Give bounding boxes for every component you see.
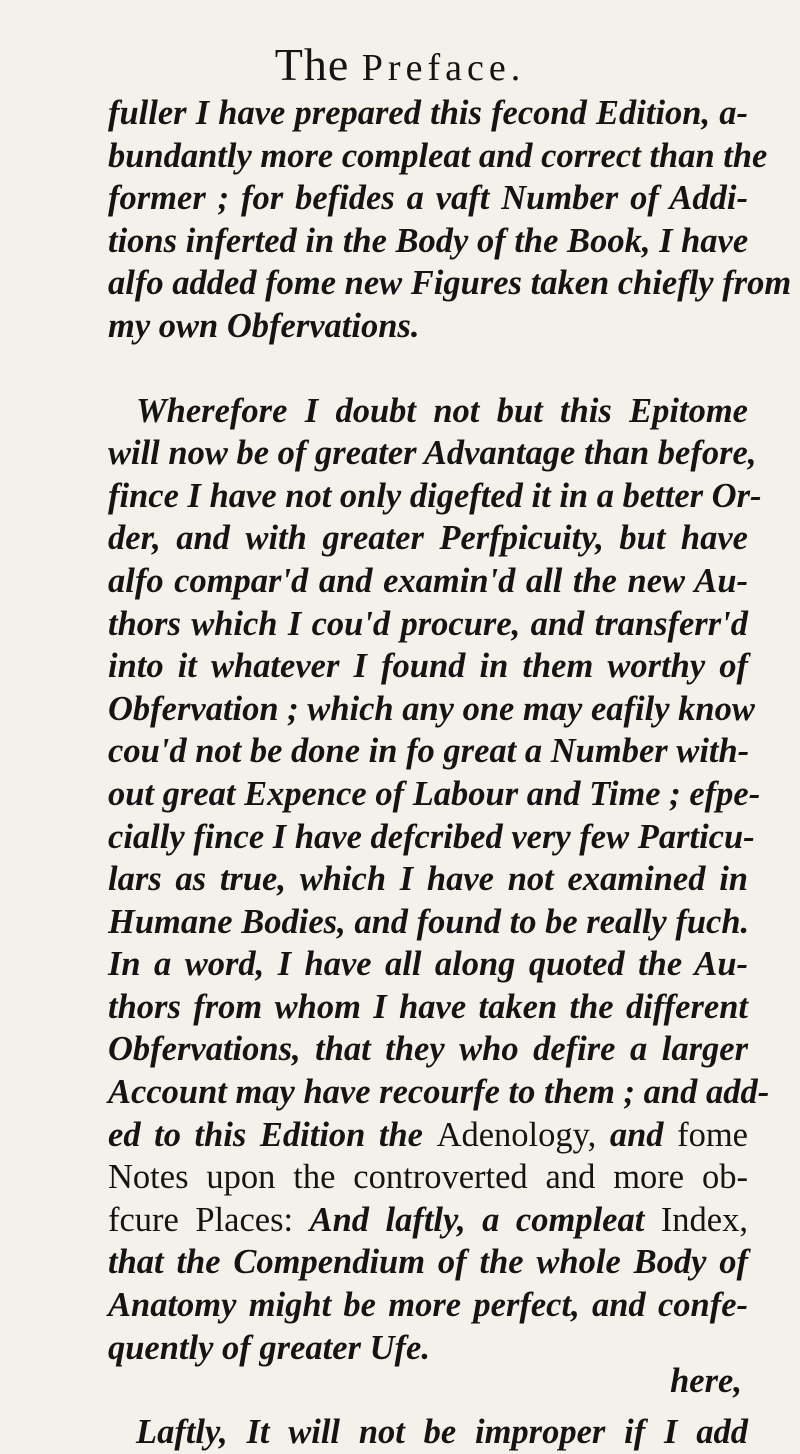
text-line: former ; for befides a vaft Number of Addi- <box>108 179 748 218</box>
text-line-mixed <box>108 1114 748 1157</box>
header-first-word: The <box>274 39 350 90</box>
text-line: fuller I have prepared this fecond Edition, a- <box>108 94 748 132</box>
running-header <box>0 38 800 91</box>
text-run-roman: Adenology, <box>436 1115 597 1154</box>
text-line: alfo compar'd and examin'd all the new Au- <box>108 561 748 600</box>
text-line: Notes upon the controverted and more ob- <box>108 1158 748 1197</box>
text-line-mixed <box>108 1199 748 1242</box>
text-line: thors from whom I have taken the different <box>108 987 748 1026</box>
text-line: quently of greater Ufe. <box>108 1328 430 1367</box>
text-line: will now be of greater Advantage than before, <box>108 434 757 473</box>
text-line: Obfervation ; which any one may eafily know <box>108 689 755 728</box>
text-line: my own Obfervations. <box>108 306 420 345</box>
paragraph-gap <box>108 348 748 390</box>
paragraph-gap <box>108 1369 748 1411</box>
text-line: bundantly more compleat and correct than the <box>108 136 768 175</box>
text-line: fince I have not only digefted it in a better Or- <box>108 476 762 515</box>
text-line: Obfervations, that they who defire a larger <box>108 1030 748 1069</box>
header-preface-word: Preface. <box>361 47 526 89</box>
paragraph-1 <box>108 92 792 348</box>
catchword: here, <box>670 1362 742 1400</box>
text-line: thors which I cou'd procure, and transferr'd <box>108 604 748 643</box>
text-run-italic: And laftly, a compleat <box>309 1200 661 1239</box>
text-run-roman: Index, <box>660 1200 748 1239</box>
text-run-italic: ed to this Edition the <box>108 1115 437 1154</box>
text-run-roman: fcure Places: <box>108 1200 310 1239</box>
text-line: tions inferted in the Body of the Book, I have <box>108 221 749 260</box>
text-line: into it whatever I found in them worthy of <box>108 647 748 686</box>
text-run-italic: and <box>596 1115 678 1154</box>
text-line: lars as true, which I have not examined in <box>108 860 748 899</box>
text-line: cially fince I have defcribed very few Particu- <box>108 817 755 856</box>
paragraph-2 <box>108 390 770 1370</box>
text-run-roman: fome <box>677 1115 748 1154</box>
text-line: cou'd not be done in fo great a Number with- <box>108 732 750 771</box>
text-line: Anatomy might be more perfect, and confe- <box>108 1286 748 1325</box>
text-line: Account may have recourfe to them ; and add- <box>108 1073 770 1112</box>
text-line: alfo added fome new Figures taken chiefly from <box>108 264 792 303</box>
body-text <box>108 92 792 1454</box>
text-line: Humane Bodies, and found to be really fuch. <box>108 902 750 941</box>
text-line: that the Compendium of the whole Body of <box>108 1243 748 1282</box>
paragraph-3 <box>108 1411 748 1454</box>
text-line: In a word, I have all along quoted the Au- <box>108 945 748 984</box>
text-line: out great Expence of Labour and Time ; efpe- <box>108 774 761 813</box>
text-line: Laftly, It will not be improper if I add <box>136 1413 748 1452</box>
text-line: der, and with greater Perfpicuity, but have <box>108 519 748 558</box>
text-line: Wherefore I doubt not but this Epitome <box>136 391 748 430</box>
